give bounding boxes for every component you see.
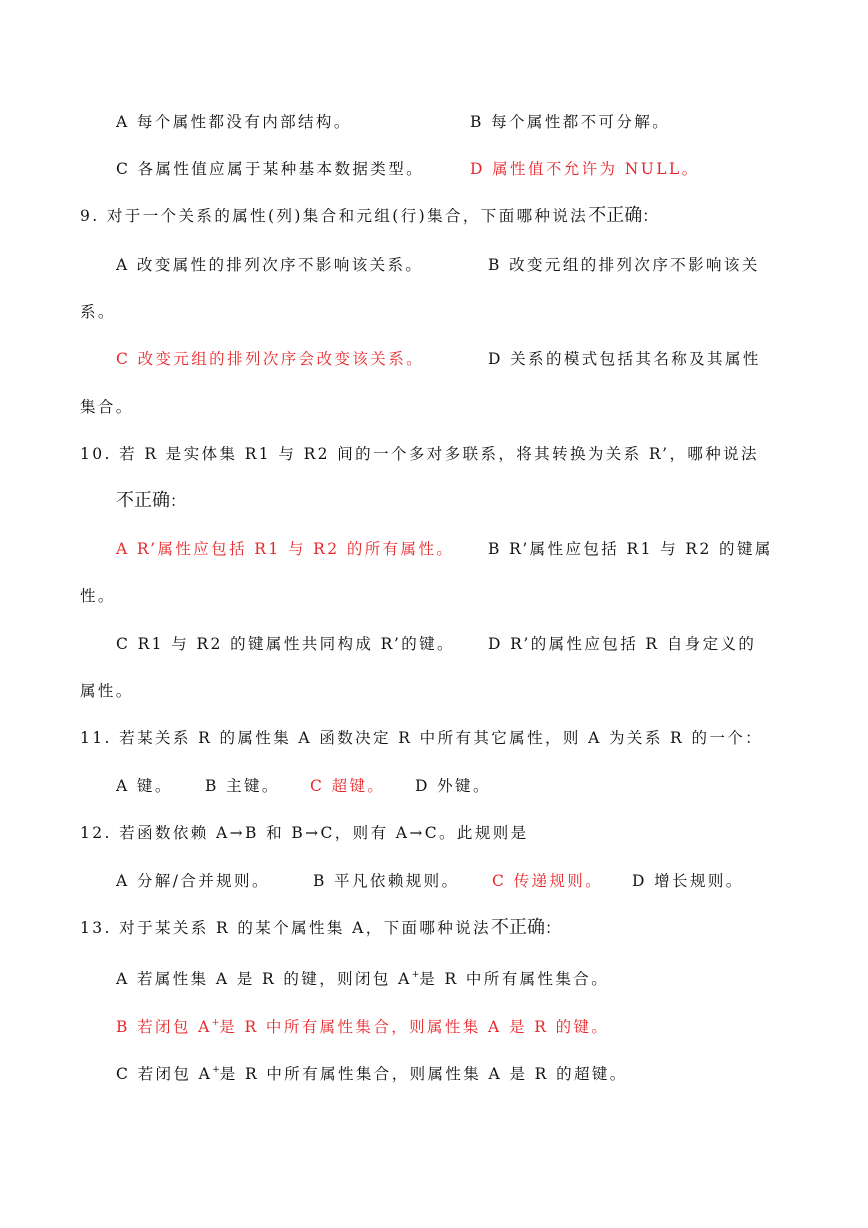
q13-option-a-text-end: 是 R 中所有属性集合。 (419, 970, 610, 988)
q10-option-c: C R1 与 R2 的键属性共同构成 R’的键。 (116, 635, 455, 653)
q10-stem-emphasis: 不正确 (116, 490, 170, 511)
q11-option-a: A 键。 (116, 777, 173, 795)
q8-option-c: C 各属性值应属于某种基本数据类型。 (116, 160, 424, 178)
closure-plus-superscript: + (411, 970, 420, 980)
q13-option-b-answer (116, 1013, 609, 1037)
q11-option-b: B 主键。 (205, 777, 280, 795)
q9-option-a: A 改变属性的排列次序不影响该关系。 (116, 256, 424, 274)
q13-option-c (116, 1060, 628, 1084)
q10-stem-cont (116, 491, 188, 511)
q13-option-c-text-end: 是 R 中所有属性集合，则属性集 A 是 R 的超键。 (219, 1065, 628, 1083)
q9-stem-emphasis: 不正确 (588, 205, 643, 226)
q13-stem (80, 918, 563, 938)
q9-option-d-cont: 集合。 (80, 398, 134, 416)
q9-option-b-cont: 系。 (80, 303, 116, 321)
closure-plus-superscript: + (212, 1065, 220, 1075)
q13-option-c-text: C 若闭包 A (116, 1065, 213, 1083)
q10-option-b: B R’属性应包括 R1 与 R2 的键属 (488, 540, 773, 558)
q11-option-c-answer: C 超键。 (310, 777, 386, 795)
q10-option-d: D R’的属性应包括 R 自身定义的 (488, 635, 757, 653)
q9-stem (80, 206, 660, 226)
q10-option-a-answer: A R’属性应包括 R1 与 R2 的所有属性。 (116, 540, 455, 558)
q9-stem-colon: ： (642, 207, 661, 225)
q10-option-b-cont: 性。 (80, 587, 116, 605)
q8-option-a: A 每个属性都没有内部结构。 (116, 113, 352, 131)
q10-stem: 10. 若 R 是实体集 R1 与 R2 间的一个多对多联系，将其转换为关系 R’，哪种说法 (80, 445, 759, 463)
q13-option-b-text-end: 是 R 中所有属性集合，则属性集 A 是 R 的键。 (219, 1018, 610, 1036)
q12-option-b: B 平凡依赖规则。 (313, 872, 460, 890)
q12-option-c-answer: C 传递规则。 (492, 872, 604, 890)
q13-option-b-text: B 若闭包 A (116, 1018, 212, 1036)
q12-stem: 12. 若函数依赖 A→B 和 B→C，则有 A→C。此规则是 (80, 824, 529, 842)
q12-option-d: D 增长规则。 (632, 872, 744, 890)
q13-stem-text: 13. 对于某关系 R 的某个属性集 A，下面哪种说法 (80, 919, 492, 937)
q9-option-c-answer: C 改变元组的排列次序会改变该关系。 (116, 350, 424, 368)
q13-stem-colon: ： (545, 919, 563, 937)
q8-option-d-answer: D 属性值不允许为 NULL。 (470, 160, 700, 178)
q11-option-d: D 外键。 (415, 777, 491, 795)
q9-stem-text: 9. 对于一个关系的属性(列)集合和元组(行)集合，下面哪种说法 (80, 207, 589, 225)
q10-option-d-cont: 属性。 (80, 682, 134, 700)
q8-option-b: B 每个属性都不可分解。 (470, 113, 671, 131)
q12-option-a: A 分解/合并规则。 (116, 872, 270, 890)
q13-option-a-text: A 若属性集 A 是 R 的键，则闭包 A (116, 970, 412, 988)
q13-option-a (116, 965, 609, 989)
closure-plus-superscript: + (211, 1018, 220, 1028)
q10-stem-colon: ： (170, 492, 188, 510)
q13-stem-emphasis: 不正确 (491, 917, 546, 938)
q9-option-d: D 关系的模式包括其名称及其属性 (488, 350, 761, 368)
q11-stem: 11. 若某关系 R 的属性集 A 函数决定 R 中所有其它属性，则 A 为关系 R 的一个： (80, 729, 764, 747)
q9-option-b: B 改变元组的排列次序不影响该关 (488, 256, 760, 274)
